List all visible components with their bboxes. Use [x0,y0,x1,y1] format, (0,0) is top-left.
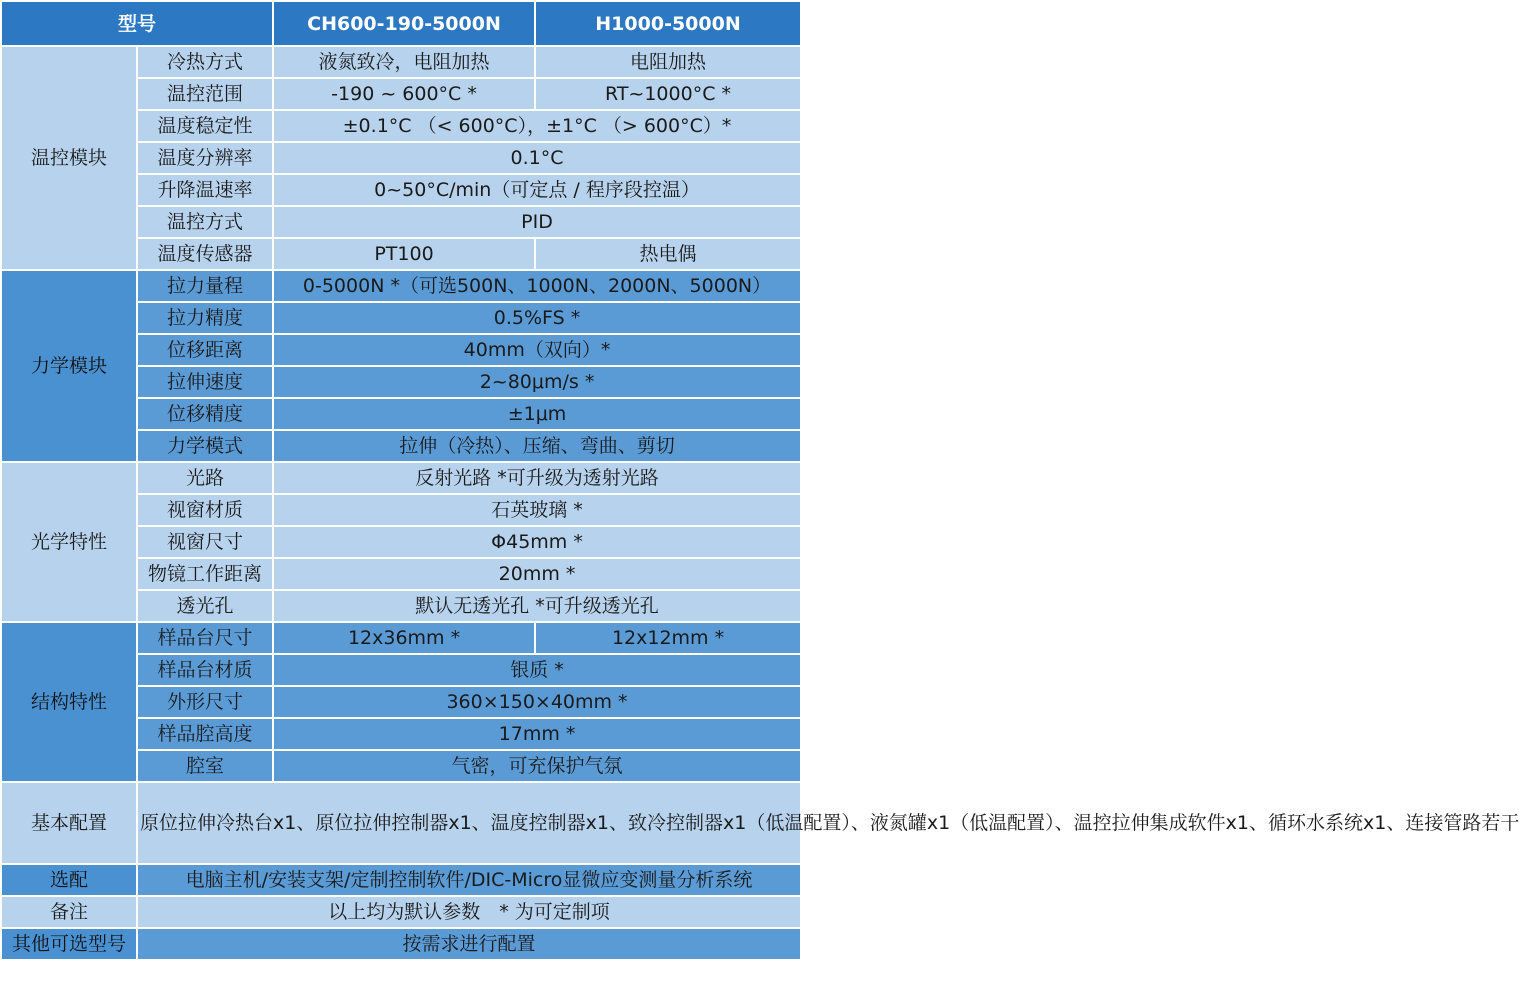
row-value: 0-5000N *（可选500N、1000N、2000N、5000N） [273,270,801,302]
row-label: 视窗尺寸 [137,526,273,558]
row-label: 拉力精度 [137,302,273,334]
table-row [1,864,801,896]
note-value: 以上均为默认参数 * 为可定制项 [137,896,801,928]
other-value: 按需求进行配置 [137,928,801,960]
table-row [1,782,801,864]
row-label: 升降温速率 [137,174,273,206]
row-value: 0~50°C/min（可定点 / 程序段控温） [273,174,801,206]
option-value: 电脑主机/安装支架/定制控制软件/DIC-Micro显微应变测量分析系统 [137,864,801,896]
row-value: 拉伸（冷热）、压缩、弯曲、剪切 [273,430,801,462]
row-label: 腔室 [137,750,273,782]
row-label: 冷热方式 [137,46,273,78]
row-label: 物镜工作距离 [137,558,273,590]
row-value: -190 ~ 600°C * [273,78,535,110]
row-value: 2~80μm/s * [273,366,801,398]
row-label: 温控范围 [137,78,273,110]
row-value: PT100 [273,238,535,270]
row-label: 温度分辨率 [137,142,273,174]
row-value: ±0.1°C （< 600°C），±1°C （> 600°C）* [273,110,801,142]
header-model: 型号 [1,1,273,46]
row-label: 温度传感器 [137,238,273,270]
table-row [1,896,801,928]
row-value: 20mm * [273,558,801,590]
row-value: 12x36mm * [273,622,535,654]
row-label: 拉力量程 [137,270,273,302]
row-label: 外形尺寸 [137,686,273,718]
row-value: 液氮致冷，电阻加热 [273,46,535,78]
category-temp: 温控模块 [1,46,137,270]
row-value: 40mm（双向）* [273,334,801,366]
row-label: 力学模式 [137,430,273,462]
row-label: 温控方式 [137,206,273,238]
category-struct: 结构特性 [1,622,137,782]
row-label: 视窗材质 [137,494,273,526]
row-value: 银质 * [273,654,801,686]
row-value: 电阻加热 [535,46,801,78]
row-value: 360×150×40mm * [273,686,801,718]
row-value: 默认无透光孔 *可升级透光孔 [273,590,801,622]
table-row [1,270,801,302]
row-label: 光路 [137,462,273,494]
category-note: 备注 [1,896,137,928]
row-value: 反射光路 *可升级为透射光路 [273,462,801,494]
row-value: 0.5%FS * [273,302,801,334]
category-other: 其他可选型号 [1,928,137,960]
row-label: 透光孔 [137,590,273,622]
row-value: ±1μm [273,398,801,430]
row-label: 拉伸速度 [137,366,273,398]
category-basic: 基本配置 [1,782,137,864]
row-value: 17mm * [273,718,801,750]
row-value: 0.1°C [273,142,801,174]
row-value: 石英玻璃 * [273,494,801,526]
row-label: 样品腔高度 [137,718,273,750]
row-label: 位移距离 [137,334,273,366]
row-value: 气密，可充保护气氛 [273,750,801,782]
category-optic: 光学特性 [1,462,137,622]
table-row [1,462,801,494]
row-label: 位移精度 [137,398,273,430]
category-option: 选配 [1,864,137,896]
header-h1000: H1000-5000N [535,1,801,46]
table-row [1,622,801,654]
row-value: 12x12mm * [535,622,801,654]
table-row [1,928,801,960]
row-label: 样品台材质 [137,654,273,686]
row-label: 样品台尺寸 [137,622,273,654]
row-label: 温度稳定性 [137,110,273,142]
row-value: Φ45mm * [273,526,801,558]
basic-config-value: 原位拉伸冷热台x1、原位拉伸控制器x1、温度控制器x1、致冷控制器x1（低温配置）、液氮罐x1（低温配置）、温控拉伸集成软件x1、循环水系统x1、连接管路若干 [137,782,801,864]
category-mech: 力学模块 [1,270,137,462]
row-value: 热电偶 [535,238,801,270]
header-row [1,1,801,46]
header-ch600: CH600-190-5000N [273,1,535,46]
row-value: RT~1000°C * [535,78,801,110]
table-row [1,46,801,78]
row-value: PID [273,206,801,238]
